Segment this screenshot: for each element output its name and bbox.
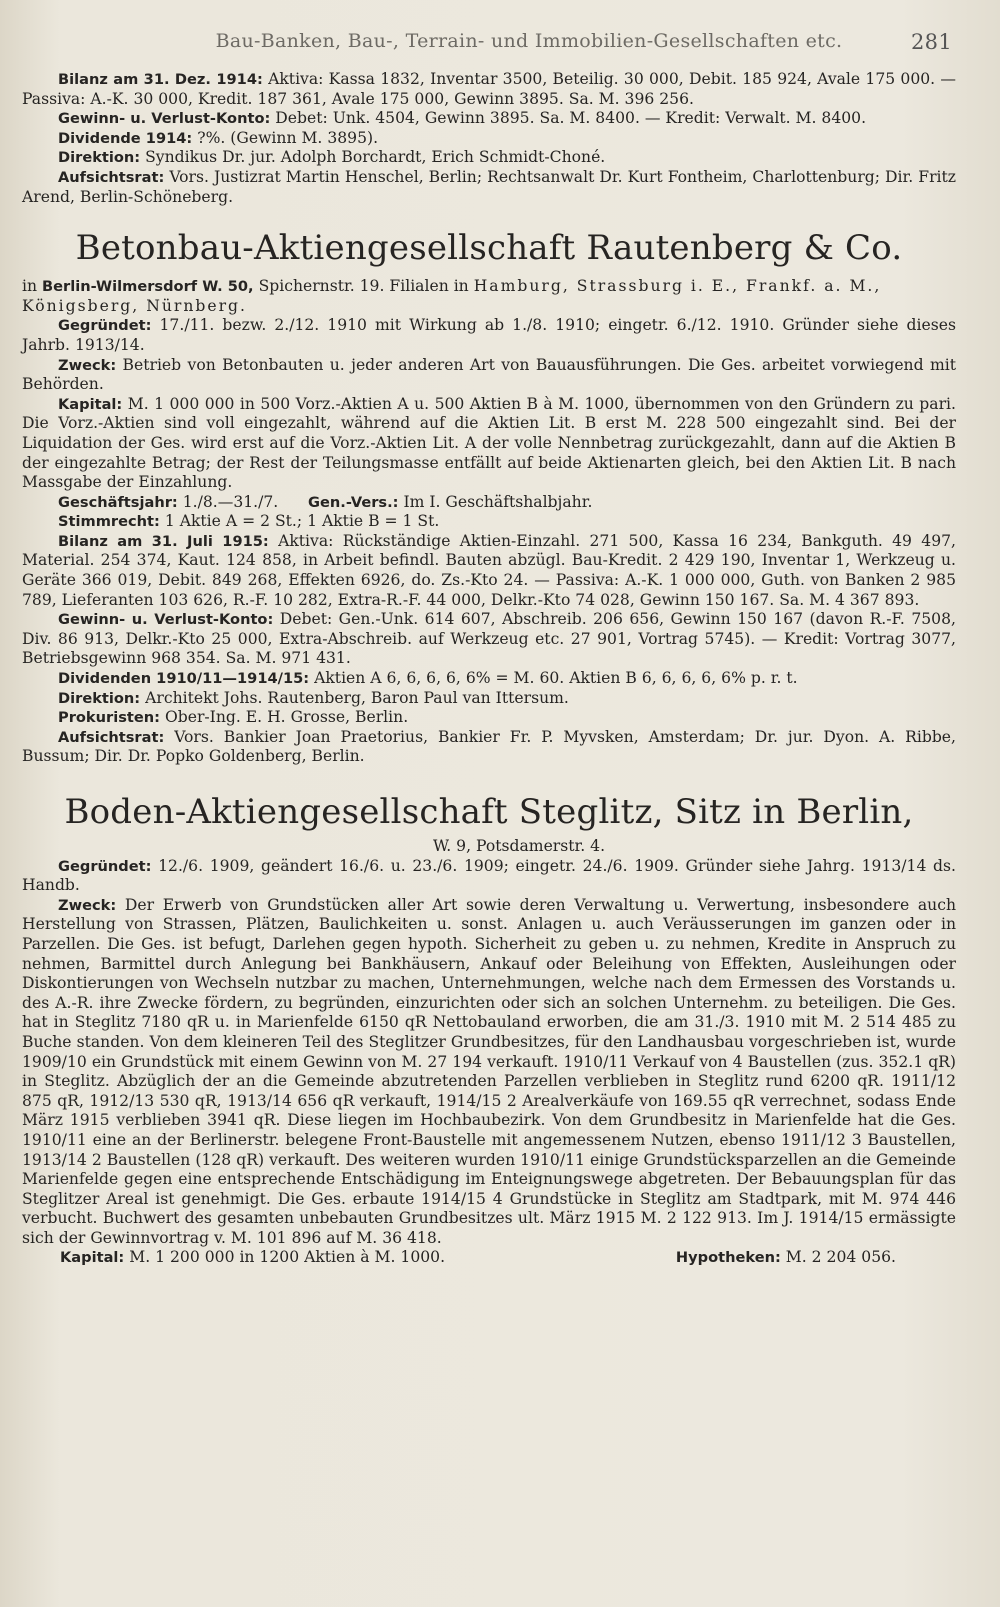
text-geschaeftsjahr: 1./8.—31./7. [182,492,279,511]
text-gegruendet: 17./11. bezw. 2./12. 1910 mit Wirkung ab 1./8. 1910; eingetr. 6./12. 1910. Gründer siehe dieses Jahrb. 1913/14. [22,316,956,354]
paragraph-dividenden [22,669,956,689]
label-geschaeftsjahr: Geschäftsjahr: [58,493,178,511]
text-zweck: Betrieb von Betonbauten u. jeder anderen Art von Bauausführungen. Die Ges. arbeitet vorwiegend mit Behörden. [22,355,956,394]
kapital-field [60,1248,445,1268]
capital-row [22,1248,956,1268]
paragraph-gegruendet [22,316,956,355]
company-title: Boden-Aktiengesellschaft Steglitz, Sitz in Berlin, [64,792,914,832]
paragraph-zweck [22,896,956,1249]
text-zweck: Der Erwerb von Grundstücken aller Art sowie deren Verwaltung u. Verwertung, insbesondere auch Herstellung von Strassen, Plätzen, Baulichkeiten u. sonst. Anlagen u. auch Veräusserungen im ganzen oder in Parzellen. Die Ges. ist befugt, Darlehen gegen hypoth. Sicherheit zu geben u. zu nehmen, Kredite in Anspruch zu nehmen, Barmittel durch Anlegung bei Bankhäusern, Ankauf oder Beleihung von Effekten, Ausleihungen oder Diskontierungen von Wechseln nutzbar zu machen, Unternehmungen, welche nach dem Ermessen des Vorstands u. des A.-R. ihre Zwecke fördern, zu begründen, einzurichten oder sich an solchen Unternehm. zu beteiligen. Die Ges. hat in Steglitz 7180 qR u. in Marienfelde 6150 qR Nettobauland erworben, die am 31./3. 1910 mit M. 2 514 485 zu Buche standen. Von dem kleineren Teil des Steglitzer Grundbesitzes, für den Landhausbau vorgeschrieben ist, wurde 1909/10 ein Grundstück mit einem Gewinn von M. 27 194 verkauft. 1910/11 Verkauf von 4 Baustellen (zus. 352.1 qR) in Steglitz. Abzüglich der an die Gemeinde abzutretenden Parzellen verblieben in Steglitz rund 6200 qR. 1911/12 875 qR, 1912/13 530 qR, 1913/14 656 qR verkauft, 1914/15 2 Arealverkäufe von 169.55 qR verrechnet, sodass Ende März 1915 verblieben 3941 qR. Diese liegen im Hochbaubezirk. Von dem Grundbesitz in Marienfelde hat die Ges. 1910/11 eine an der Berlinerstr. belegene Front-Baustelle mit angemessenem Nutzen, ebenso 1911/12 3 Baustellen, 1913/14 2 Baustellen (128 qR) verkauft. Des weiteren wurden 1910/11 einige Grundstücksparzellen an die Gemeinde Marienfelde gegen eine entsprechende Entschädigung im Enteignungswege abgetreten. Der Bebauungsplan für das Steglitzer Areal ist genehmigt. Die Ges. erbaute 1914/15 4 Grundstücke in Steglitz am Stadtpark, mit M. 974 446 verbucht. Buchwert des gesamten unbebauten Grundbesitzes ult. März 1915 M. 2 122 913. Im J. 1914/15 ermässigte sich der Gewinnvortrag v. M. 101 896 auf M. 36 418. [22,895,956,1247]
label-hypotheken: Hypotheken: [675,1249,781,1267]
paragraph-geschaeftsjahr [22,493,956,513]
label-direktion: Direktion: [58,689,141,707]
text-guv: Debet: Gen.-Unk. 614 607, Abschreib. 206 656, Gewinn 150 167 (davon R.-F. 7508, Div. 86 913, Delkr.-Kto 25 000, Extra-Abschreib. auf Werkzeug etc. 27 901, Vortrag 5745). — Kredit: Vortrag 3077, Betriebsgewinn 968 354. Sa. M. 971 431. [22,610,956,668]
paragraph-bilanz [22,70,956,109]
paragraph-aufsichtsrat [22,168,956,207]
text-prokuristen: Ober-Ing. E. H. Grosse, Berlin. [164,708,409,727]
location-prefix: in [22,277,38,296]
text-aufsichtsrat: Vors. Justizrat Martin Henschel, Berlin; Rechtsanwalt Dr. Kurt Fontheim, Charlottenburg; Dir. Fritz Arend, Berlin-Schöneberg. [22,167,956,206]
label-gegruendet: Gegründet: [58,857,152,875]
paragraph-dividende [22,129,956,149]
entry-betonbau [22,227,956,767]
label-bilanz: Bilanz am 31. Dez. 1914: [58,71,263,88]
label-stimmrecht: Stimmrecht: [58,513,160,531]
label-zweck: Zweck: [58,896,117,914]
text-aufsichtsrat: Vors. Bankier Joan Praetorius, Bankier Fr. P. Myvsken, Amsterdam; Dr. jur. Dyon. A. Ribbe, Bussum; Dir. Dr. Popko Goldenberg, Berlin. [22,727,956,766]
label-bilanz: Bilanz am 31. Juli 1915: [58,532,269,550]
label-zweck: Zweck: [58,356,117,374]
paragraph-bilanz [22,532,956,610]
label-gegruendet: Gegründet: [58,317,152,335]
text-guv: Debet: Unk. 4504, Gewinn 3895. Sa. M. 8400. — Kredit: Verwalt. M. 8400. [275,109,867,128]
paragraph-zweck [22,356,956,395]
text-gegruendet: 12./6. 1909, geändert 16./6. u. 23./6. 1909; eingetr. 24./6. 1909. Gründer siehe Jahrg. 1913/14 ds. Handb. [22,856,956,895]
text-dividenden: Aktien A 6, 6, 6, 6, 6% = M. 60. Aktien B 6, 6, 6, 6, 6% p. r. t. [314,669,798,688]
text-bilanz: Aktiva: Kassa 1832, Inventar 3500, Beteilig. 30 000, Debit. 185 924, Avale 175 000. — Passiva: A.-K. 30 000, Kredit. 187 361, Avale 175 000, Gewinn 3895. Sa. M. 396 256. [22,70,957,108]
paragraph-kapital [22,395,956,493]
label-aufsichtsrat: Aufsichtsrat: [58,168,165,186]
label-kapital: Kapital: [58,395,123,413]
text-dividende: ?%. (Gewinn M. 3895). [197,128,379,147]
location-cities: Hamburg, Strassburg i. E., Frankf. a. M., Königsberg, Nürnberg. [22,277,882,315]
location-bold: Berlin-Wilmersdorf W. 50, [42,278,254,296]
text-kapital: M. 1 000 000 in 500 Vorz.-Aktien A u. 500 Aktien B à M. 1000, übernommen von den Gründern zu pari. Die Vorz.-Aktien sind voll eingezahlt, während auf die Aktien Lit. B erst M. 228 500 eingezahlt sind. Bei der Liquidation der Ges. wird erst auf die Vorz.-Aktien Lit. A der volle Nennbetrag zurückgezahlt, dann auf die Aktien B der eingezahlte Betrag; der Rest der Teilungsmasse entfällt auf beide Aktienarten gleich, bei den Aktien Lit. B nach Massgabe der Einzahlung. [22,394,956,492]
location-text: Spichernstr. 19. Filialen in [258,277,469,296]
paragraph-direktion [22,689,956,709]
paragraph-aufsichtsrat [22,728,956,767]
paragraph-gegruendet [22,857,956,896]
text-stimmrecht: 1 Aktie A = 2 St.; 1 Aktie B = 1 St. [164,512,440,531]
paragraph-direktion [22,148,956,168]
label-guv: Gewinn- u. Verlust-Konto: [58,110,271,128]
paragraph-stimmrecht [22,512,956,532]
text-direktion: Syndikus Dr. jur. Adolph Borchardt, Erich Schmidt-Choné. [145,148,606,167]
label-genvers: Gen.-Vers.: [308,493,399,511]
label-dividende: Dividende 1914: [58,129,193,147]
label-guv: Gewinn- u. Verlust-Konto: [58,611,274,629]
label-dividenden: Dividenden 1910/11—1914/15: [58,670,310,688]
label-aufsichtsrat: Aufsichtsrat: [58,728,165,746]
paragraph-guv [22,610,956,669]
hypotheken-field [676,1248,896,1268]
paragraph-guv [22,109,956,129]
text-direktion: Architekt Johs. Rautenberg, Baron Paul van Ittersum. [145,688,569,707]
label-kapital: Kapital: [60,1249,125,1267]
page-number: 281 [911,30,952,54]
company-address: W. 9, Potsdamerstr. 4. [432,837,606,855]
entry-boden-steglitz [22,791,956,1268]
running-head [22,30,956,52]
text-hypotheken: M. 2 204 056. [785,1248,896,1267]
label-prokuristen: Prokuristen: [58,709,160,727]
text-kapital: M. 1 200 000 in 1200 Aktien à M. 1000. [129,1248,446,1267]
paragraph-prokuristen [22,708,956,728]
entry-continuation [22,70,956,207]
text-genvers: Im I. Geschäftshalbjahr. [403,492,593,511]
company-title: Betonbau-Aktiengesellschaft Rautenberg & Co. [75,228,903,269]
running-head-title: Bau-Banken, Bau-, Terrain- und Immobilien-Gesellschaften etc. [215,30,843,52]
label-direktion: Direktion: [58,149,141,167]
company-location [22,277,956,316]
text-bilanz: Aktiva: Rückständige Aktien-Einzahl. 271 500, Kassa 16 234, Bankguth. 49 497, Material. 254 374, Kaut. 124 858, in Arbeit befindl. Bauten abzügl. Bau-Kredit. 2 429 190, Inventar 1, Werkzeug u. Geräte 366 019, Debit. 849 268, Effekten 6926, do. Zs.-Kto 24. — Passiva: A.-K. 1 000 000, Guth. von Banken 2 985 789, Lieferanten 103 626, R.-F. 10 282, Extra-R.-F. 44 000, Delkr.-Kto 74 028, Gewinn 150 167. Sa. M. 4 367 893. [22,531,956,609]
